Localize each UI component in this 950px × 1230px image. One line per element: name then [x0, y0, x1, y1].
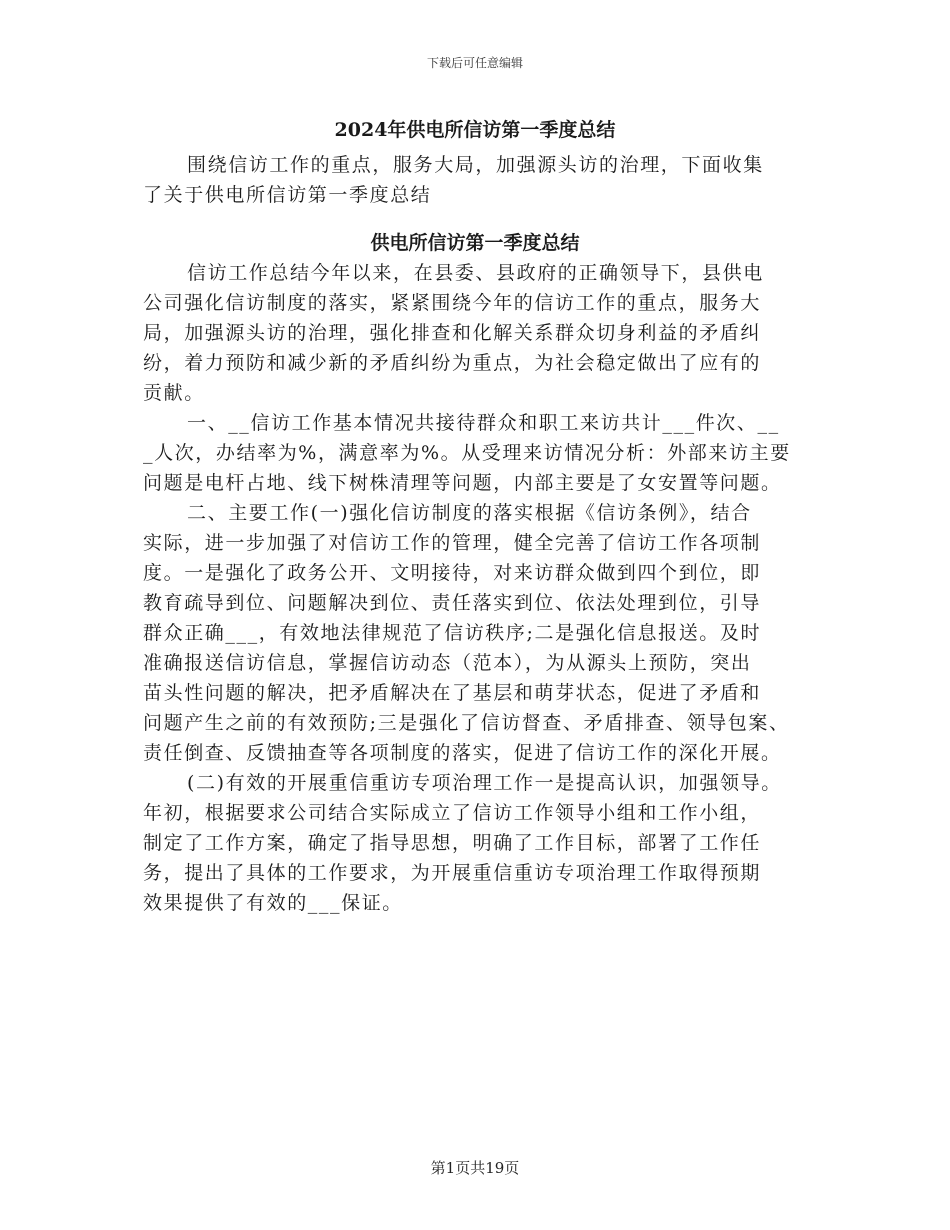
header-note: 下载后可任意编辑 — [426, 56, 523, 70]
text-line: 务，提出了具体的工作要求，为开展重信重访专项治理工作取得预期 — [143, 862, 762, 884]
text-line: 准确报送信访信息，掌握信访动态（范本），为从源头上预防，突出 — [143, 652, 752, 674]
text-line: _人次，办结率为%，满意率为%。从受理来访情况分析：外部来访主要 — [143, 442, 791, 464]
text-line: 制定了工作方案，确定了指导思想，明确了工作目标，部署了工作任 — [143, 832, 762, 854]
text-line: (二)有效的开展重信重访专项治理工作一是提高认识，加强领导。 — [187, 772, 782, 794]
document-title: 2024年供电所信访第一季度总结 — [334, 119, 616, 141]
text-line: 公司强化信访制度的落实，紧紧围绕今年的信访工作的重点，服务大 — [143, 292, 762, 314]
text-line: 责任倒查、反馈抽查等各项制度的落实，促进了信访工作的深化开展。 — [143, 742, 782, 764]
text-line: 信访工作总结今年以来，在县委、县政府的正确领导下，县供电 — [187, 262, 764, 284]
text-line: 局，加强源头访的治理，强化排查和化解关系群众切身利益的矛盾纠 — [143, 322, 762, 344]
text-line: 二、主要工作(一)强化信访制度的落实根据《信访条例》，结合 — [187, 502, 752, 524]
text-line: 效果提供了有效的___保证。 — [143, 892, 403, 914]
text-line: 问题是电杆占地、线下树株清理等问题，内部主要是了女安置等问题。 — [143, 472, 782, 494]
text-line: 围绕信访工作的重点，服务大局，加强源头访的治理，下面收集 — [187, 154, 764, 176]
text-line: 了关于供电所信访第一季度总结 — [143, 184, 432, 206]
page-number: 第1页共19页 — [430, 1159, 520, 1177]
text-line: 度。一是强化了政务公开、文明接待，对来访群众做到四个到位，即 — [143, 562, 762, 584]
text-line: 实际，进一步加强了对信访工作的管理，健全完善了信访工作各项制 — [143, 532, 762, 554]
text-line: 一、__信访工作基本情况共接待群众和职工来访共计___件次、__ — [187, 412, 780, 434]
text-line: 贡献。 — [143, 382, 205, 404]
text-line: 纷，着力预防和减少新的矛盾纠纷为重点，为社会稳定做出了应有的 — [143, 352, 762, 374]
text-line: 问题产生之前的有效预防;三是强化了信访督查、矛盾排查、领导包案、 — [143, 712, 790, 734]
body-text — [143, 258, 813, 918]
section-title: 供电所信访第一季度总结 — [370, 232, 580, 254]
text-line: 教育疏导到位、问题解决到位、责任落实到位、依法处理到位，引导 — [143, 592, 762, 614]
intro-paragraph — [143, 150, 813, 210]
text-line: 年初，根据要求公司结合实际成立了信访工作领导小组和工作小组， — [143, 802, 762, 824]
text-line: 苗头性问题的解决，把矛盾解决在了基层和萌芽状态，促进了矛盾和 — [143, 682, 762, 704]
text-line: 群众正确___，有效地法律规范了信访秩序;二是强化信息报送。及时 — [143, 622, 762, 644]
